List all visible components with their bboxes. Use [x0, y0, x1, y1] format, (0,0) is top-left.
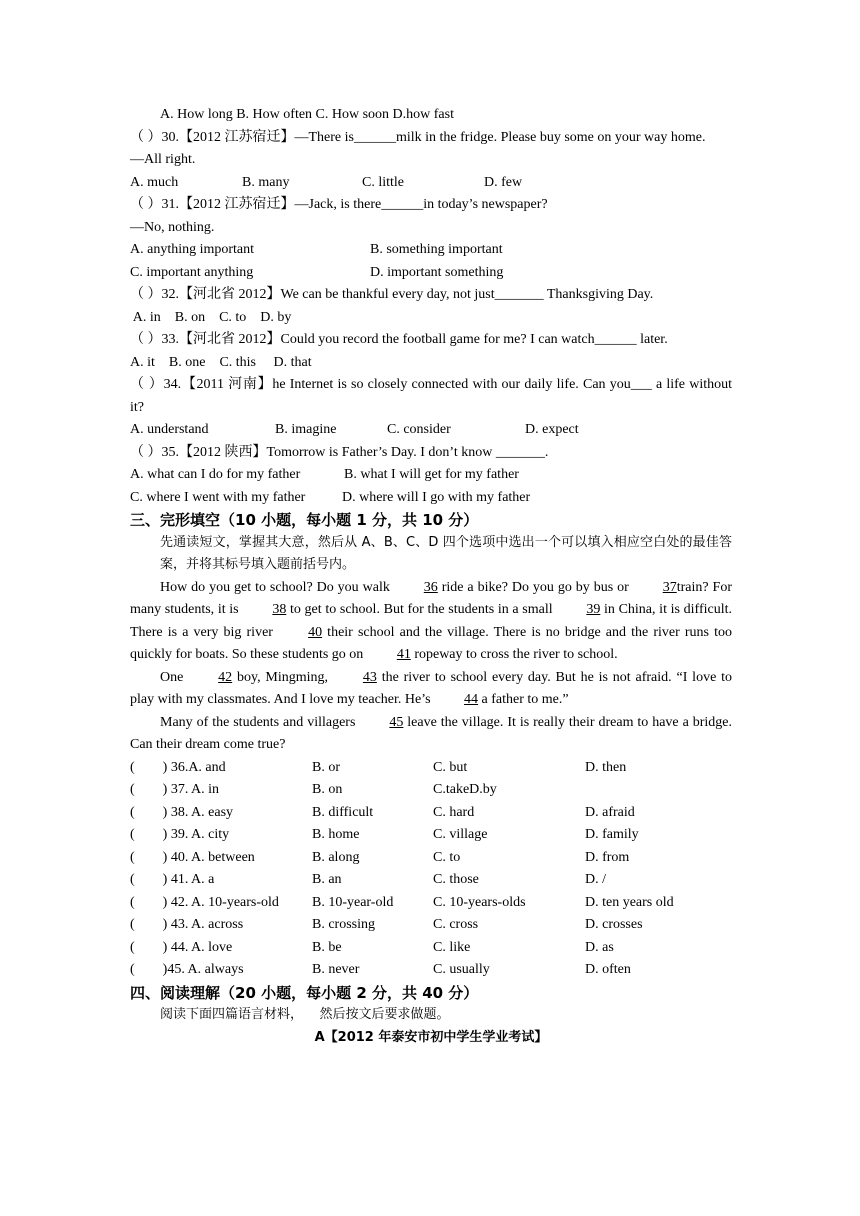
option-c: C. where I went with my father	[130, 489, 306, 505]
blank-40: 40	[308, 624, 323, 640]
question-34-options	[130, 419, 732, 442]
question-32-options: A. in B. on C. to D. by	[130, 309, 292, 325]
cloze-paragraph-2: One 42 boy, Mingming, 43 the river to school every day. But he is not afraid. “I love to play with my classmates. And I love my teacher. He’s 44 a father to me.”	[130, 667, 732, 712]
blank-42: 42	[218, 669, 233, 685]
option-c: C. little	[362, 174, 404, 190]
option-d: D. important something	[370, 264, 504, 280]
question-30-options	[130, 172, 732, 195]
section-4-instruction: 阅读下面四篇语言材料， 然后按文后要求做题。	[160, 1007, 450, 1022]
choice-row-44: ( ) 44. A. love B. be C. like D. as	[130, 939, 614, 955]
choice-row-38: ( ) 38. A. easy B. difficult C. hard D. afraid	[130, 804, 635, 820]
question-30-reply: —All right.	[130, 152, 196, 167]
question-34-stem: （ ）34.【2011 河南】he Internet is so closely connected with our daily life. Can you___ a life without it?	[130, 377, 732, 415]
option-b: B. something important	[370, 242, 503, 257]
option-d: D. expect	[525, 422, 579, 437]
exam-page	[130, 104, 732, 1049]
passage-a-title: A【2012 年泰安市初中学生学业考试】	[314, 1029, 548, 1045]
question-31-options-row1	[130, 239, 732, 262]
q29-options: A. How long B. How often C. How soon D.how fast	[160, 107, 454, 122]
option-a: A. anything important	[130, 242, 255, 257]
option-c: C. important anything	[130, 264, 254, 280]
choice-row-39: ( ) 39. A. city B. home C. village D. family	[130, 827, 639, 842]
blank-43: 43	[362, 669, 377, 685]
question-31-stem: （ ）31.【2012 江苏宿迁】—Jack, is there______in today’s newspaper?	[130, 197, 548, 212]
question-33-options: A. it B. one C. this D. that	[130, 354, 312, 370]
choice-row-45: ( )45. A. always B. never C. usually D. often	[130, 962, 631, 977]
option-d: D. few	[484, 174, 523, 190]
choice-row-37: ( ) 37. A. in B. on C.takeD.by	[130, 782, 497, 797]
option-a: A. what can I do for my father	[130, 467, 301, 482]
option-c: C. consider	[387, 422, 451, 437]
question-35-options-row1	[130, 464, 732, 487]
option-a: A. understand	[130, 422, 209, 437]
blank-41: 41	[396, 647, 411, 662]
question-33-stem: （ ）33.【河北省 2012】Could you record the football game for me? I can watch______ later.	[130, 332, 668, 347]
question-32-stem: （ ）32.【河北省 2012】We can be thankful every day, not just_______ Thanksgiving Day.	[130, 287, 654, 302]
section-3-heading: 三、完形填空（10 小题，每小题 1 分，共 10 分）	[130, 511, 479, 529]
choice-row-36: ( ) 36.A. and B. or C. but D. then	[130, 759, 627, 775]
choice-row-42: ( ) 42. A. 10-years-old B. 10-year-old C. 10-years-olds D. ten years old	[130, 894, 674, 910]
blank-39: 39	[586, 602, 601, 617]
blank-45: 45	[389, 714, 404, 730]
choice-row-40: ( ) 40. A. between B. along C. to D. from	[130, 849, 630, 865]
question-30-stem: （ ）30.【2012 江苏宿迁】—There is______milk in the fridge. Please buy some on your way home.	[130, 129, 706, 145]
choice-row-43: ( ) 43. A. across B. crossing C. cross D. crosses	[130, 917, 643, 932]
section-4-heading: 四、阅读理解（20 小题，每小题 2 分，共 40 分）	[130, 983, 479, 1002]
choice-row-41: ( ) 41. A. a B. an C. those D. /	[130, 872, 606, 887]
option-d: D. where will I go with my father	[342, 489, 531, 505]
blank-36: 36	[423, 579, 438, 595]
option-a: A. much	[130, 174, 179, 190]
cloze-paragraph-3: Many of the students and villagers 45 leave the village. It is really their dream to have a bridge. Can their dream come true?	[130, 712, 732, 757]
option-b: B. many	[242, 174, 290, 190]
blank-44: 44	[464, 692, 479, 707]
option-b: B. imagine	[275, 422, 337, 437]
blank-38: 38	[272, 602, 287, 617]
blank-37: 37	[662, 579, 677, 595]
question-35-options-row2	[130, 487, 732, 510]
question-31-reply: —No, nothing.	[130, 219, 215, 235]
option-b: B. what I will get for my father	[344, 467, 519, 482]
section-3-instruction: 先通读短文，掌握其大意，然后从 A、B、C、D 四个选项中选出一个可以填入相应空白处的最佳答案，并将其标号填入题前括号内。	[160, 534, 732, 572]
cloze-choices	[130, 757, 732, 982]
question-35-stem: （ ）35.【2012 陕西】Tomorrow is Father’s Day. I don’t know _______.	[130, 444, 549, 460]
question-31-options-row2	[130, 262, 732, 285]
cloze-paragraph-1: How do you get to school? Do you walk 36 ride a bike? Do you go by bus or 37train? For many students, it is 38 to get to school. But for the students in a small 39 in China, it is difficult. There is a very big river 40 their school and the village. There is no bridge and the river runs too quickly for boats. So these students go on 41 ropeway to cross the river to school.	[130, 577, 732, 667]
